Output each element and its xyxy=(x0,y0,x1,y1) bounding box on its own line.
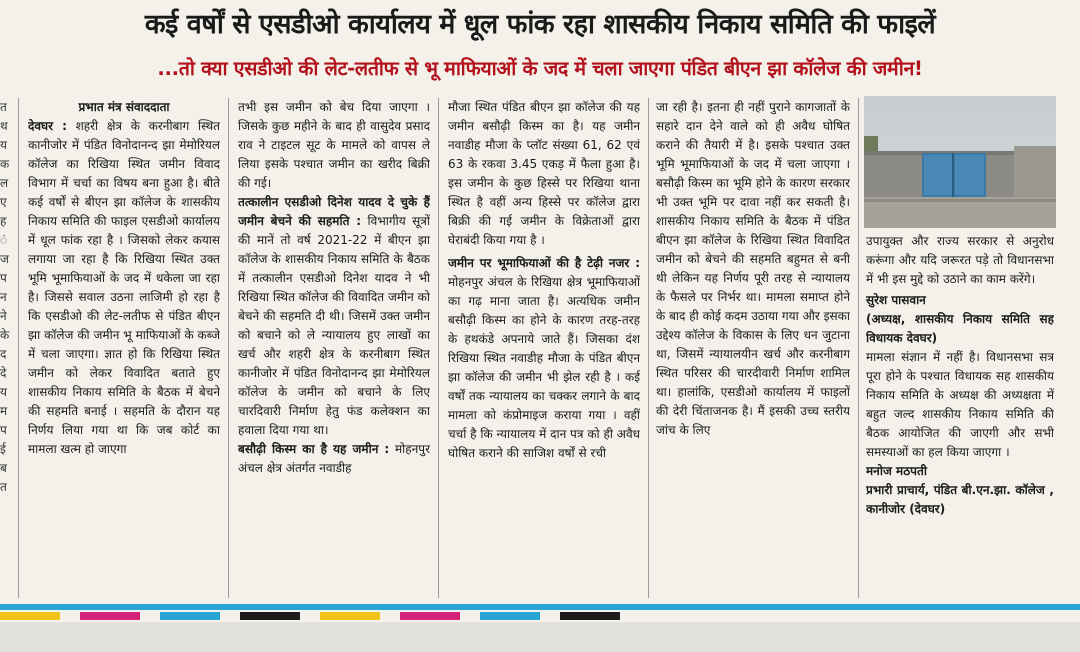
column-3-text-1: मौजा स्थित पंडित बीएन झा कॉलेज की यह जमीन बसौढ़ी किस्म का है। यह जमीन नवाडीह मौजा के प्लॉट संख्या 61, 62 एवं 63 के रकवा 3.45 एकड़ में फैला हुआ है। इस जमीन के कुछ हिस्से पर रिखिया थाना स्थित है वहीं अन्य हिस्से पर कॉलेज द्वारा बिक्री की गई जमीन के विक्रेताओं द्वारा घेराबंदी किया गया है । xyxy=(448,100,640,247)
college-boundary-wall-photo xyxy=(864,96,1056,228)
subheadline: ...तो क्या एसडीओ की लेट-लतीफ से भू माफियाओं के जद में चला जाएगा पंडित बीएन झा कॉलेज की जमीन! xyxy=(157,57,923,80)
column-2-text-1: तभी इस जमीन को बेच दिया जाएगा । जिसके कुछ महीने के बाद ही वासुदेव प्रसाद राव ने टाइटल सूट के मामले को वापस ले लिया इसके पश्चात जमीन का खरीद बिक्री की गई। xyxy=(238,100,430,190)
cut-off-text-fragment: ं xyxy=(0,233,8,247)
column-divider xyxy=(228,98,229,598)
dateline: देवघर : xyxy=(28,119,67,133)
color-strip-segment xyxy=(80,612,140,620)
column-5-text-2: मामला संज्ञान में नहीं है। विधानसभा सत्र पूरा होने के पश्चात विधायक सह शासकीय निकाय समिति के अध्यक्ष की अध्यक्षता में बहुत जल्द शासकीय निकाय समिति की बैठक आयोजित की जाएगी और सभी समस्याओं का हल किया जाएगा । xyxy=(866,350,1054,459)
column-3-text-2: मोहनपुर अंचल के रिखिया क्षेत्र भूमाफियाओं का गढ़ माना जाता है। अत्यधिक जमीन बसौढ़ी किस्म का होने के कारण तरह-तरह के हथकंडे अपनाये जाते हैं। जिसका दंश रिखिया स्थित नवाडीह मौजा के पंडित बीएन झा कॉलेज की जमीन भी झेल रही है । कई वर्षों तक न्यायालय का चक्कर लगाने के बाद मामला को कंप्रोमाइज कराया गया । वहीं चर्चा है कि न्यायालय में दान पत्र को ही अवैध घोषित कराने की साजिश वर्षों से रची xyxy=(448,275,640,460)
subheading-sdo-consent: तत्कालीन एसडीओ दिनेश यादव दे चुके हैं जमीन बेचने की सहमति : xyxy=(238,195,430,228)
color-strip-segment xyxy=(0,612,60,620)
article-column-1 xyxy=(28,98,220,600)
color-strip-segment xyxy=(480,612,540,620)
column-2-text-2: विभागीय सूत्रों की मानें तो वर्ष 2021-22 में बीएन झा कॉलेज के शासकीय निकाय समिति के बैठक में तत्कालीन एसडीओ दिनेश यादव ने भी रिखिया स्थित कॉलेज की विवादित जमीन को बेचने की सहमति दी थी। जिसमें उक्त जमीन को बचाने को ले न्यायालय हुए लाखों का खर्च और शहरी क्षेत्र के करनीबाग स्थित कानीजोर में पंडित विनोदानन्द झा मेमोरियल कॉलेज के जमीन को बचाने के लिए चारदिवारी निर्माण हेतु फंड कलेक्शन का हवाला दिया गया था। xyxy=(238,214,430,437)
byline: प्रभात मंत्र संवाददाता xyxy=(78,100,170,114)
cut-off-text-fragment: प xyxy=(0,423,7,437)
column-5-text-1: उपायुक्त और राज्य सरकार से अनुरोध करूंगा और यदि जरूरत पड़े तो विधानसभा में भी इस मुद्दे को उठाने का काम करेंगे। xyxy=(866,234,1054,286)
cut-off-text-fragment: द xyxy=(0,347,7,361)
adjacent-article-edge xyxy=(0,98,12,598)
quote-title-manoj-mathpati: प्रभारी प्राचार्य, पंडित बी.एन.झा. कॉलेज , कानीजोर (देवघर) xyxy=(866,483,1054,516)
cut-off-text-fragment: ह xyxy=(0,214,7,228)
cut-off-text-fragment: त xyxy=(0,480,7,494)
color-strip-segment xyxy=(160,612,220,620)
subheading-land-type: बसौढ़ी किस्म का है यह जमीन : xyxy=(238,442,390,456)
cut-off-text-fragment: ब xyxy=(0,461,7,475)
article-column-5 xyxy=(866,232,1054,600)
subheading-land-mafia: जमीन पर भूमाफियाओं की है टेढ़ी नजर : xyxy=(448,256,640,270)
cut-off-text-fragment: य xyxy=(0,138,7,152)
cut-off-text-fragment: ज xyxy=(0,252,9,266)
quote-name-manoj-mathpati: मनोज मठपती xyxy=(866,464,927,478)
column-1-text: शहरी क्षेत्र के करनीबाग स्थित कानीजोर में पंडित विनोदानन्द झा मेमोरियल कॉलेज का रिखिया स्थित जमीन विवाद विभाग में चर्चा का विषय बना हुआ है। बीते कई वर्षों से बीएन झा कॉलेज के शासकीय निकाय समिति की फाइल एसडीओ कार्यालय में धूल फांक रहा है । जिसको लेकर कयास लगाया जा रहा है कि रिखिया स्थित उक्त भूमि भूमाफियाओं के जद में धकेला जा रहा है। जिससे सवाल उठना लाजिमी हो रहा है कि एसडीओ की लेट-लतीफ से पंडित बीएन झा कॉलेज की जमीन भू माफियाओं के कब्जे में चला जाएगा। ज्ञात हो कि रिखिया स्थित जमीन को लेकर विवादित बताते हुए शासकीय निकाय समिति के बैठक में बेचने की सहमति बनाई । सहमति के दौरान यह निर्णय लिया गया था कि जब कोर्ट का मामला खत्म हो जाएगा xyxy=(28,119,220,456)
column-4-text: जा रही है। इतना ही नहीं पुराने कागजातों के सहारे दान देने वाले को ही अवैध घोषित कराने की तैयारी में है। इसके पश्चात उक्त भूमि भूमाफियाओं के जद में चला जाएगा । बसौढ़ी किस्म का भूमि होने के कारण सरकार भी उक्त भूमि पर दावा नहीं कर सकती है। शासकीय निकाय समिति के बैठक में पंडित बीएन झा कॉलेज के रिखिया स्थित विवादित जमीन को बेचने की सहमति बहुमत से बनी थी लेकिन यह निर्णय पूरी तरह से न्यायालय के फैसले पर निर्भर था। मामला समाप्त होने के बाद ही कोई कदम उठाया गया और इसका उद्देश्य कॉलेज के विकास के लिए धन जुटाना था, जिसमें न्यायालयीन खर्च और करनीबाग स्थित परिसर की चारदीवारी निर्माण शामिल था। हालांकि, एसडीओ कार्यालय में फाइलों की देरी चिंताजनक है। मैं इसकी उच्च स्तरीय जांच के लिए xyxy=(656,100,850,437)
quote-name-suresh-paswan: सुरेश पासवान xyxy=(866,293,926,307)
cut-off-text-fragment: म xyxy=(0,404,8,418)
color-strip-segment xyxy=(240,612,300,620)
cut-off-text-fragment: ए xyxy=(0,195,7,209)
column-2-text-3: मोहनपुर अंचल क्षेत्र अंतर्गत नवाडीह xyxy=(238,442,430,475)
cut-off-text-fragment: दे xyxy=(0,366,7,380)
column-divider xyxy=(648,98,649,598)
color-strip-segment xyxy=(400,612,460,620)
cut-off-text-fragment: न xyxy=(0,290,7,304)
cut-off-text-fragment: य xyxy=(0,385,7,399)
cut-off-text-fragment: ने xyxy=(0,309,7,323)
bottom-blue-bar xyxy=(0,604,1080,610)
article-column-2 xyxy=(238,98,430,600)
article-column-4 xyxy=(656,98,850,600)
cut-off-text-fragment: के xyxy=(0,328,10,342)
column-divider xyxy=(438,98,439,598)
page-footer xyxy=(0,622,1080,652)
cut-off-text-fragment: ल xyxy=(0,176,9,190)
quote-title-suresh-paswan: (अध्यक्ष, शासकीय निकाय समिति सह विधायक देवघर) xyxy=(866,312,1054,345)
color-strip-segment xyxy=(320,612,380,620)
column-divider xyxy=(858,98,859,598)
cut-off-text-fragment: थ xyxy=(0,119,8,133)
cut-off-text-fragment: क xyxy=(0,157,10,171)
article-column-3 xyxy=(448,98,640,600)
cut-off-text-fragment: ई xyxy=(0,442,6,456)
column-divider xyxy=(18,98,19,598)
cut-off-text-fragment: प xyxy=(0,271,7,285)
headline: कई वर्षों से एसडीओ कार्यालय में धूल फांक रहा शासकीय निकाय समिति की फाइलें xyxy=(144,9,936,40)
color-strip-segment xyxy=(560,612,620,620)
cut-off-text-fragment: त xyxy=(0,100,7,114)
